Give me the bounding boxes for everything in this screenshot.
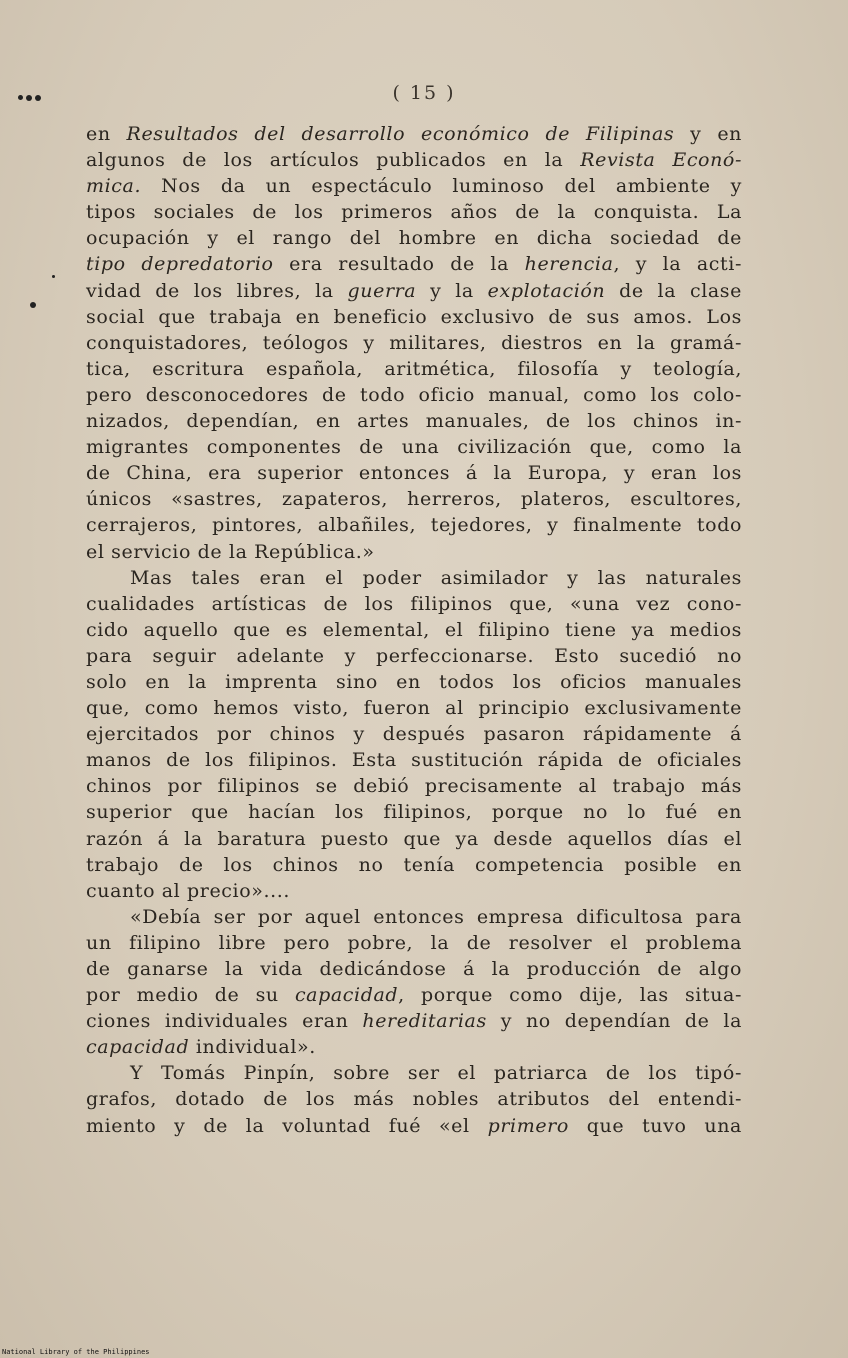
text-line: únicos «sastres, zapateros, herreros, plateros, escultores, (86, 488, 742, 511)
text-line: tica, escritura española, aritmética, filosofía y teología, (86, 357, 742, 380)
text-line: vidad de los libres, la guerra y la explotación de la clase (86, 279, 743, 302)
text-line: tipo depredatorio era resultado de la herencia, y la acti- (86, 253, 742, 276)
text-line: algunos de los artículos publicados en la Revista Econó- (86, 149, 742, 172)
text-line: pero desconocedores de todo oficio manual, como los colo- (86, 383, 742, 406)
text-line: que, como hemos visto, fueron al principio exclusivamente (86, 697, 742, 720)
text-line: cido aquello que es elemental, el filipino tiene ya medios (86, 618, 742, 641)
text-line: por medio de su capacidad, porque como dije, las situa- (86, 984, 742, 1007)
text-line: de China, era superior entonces á la Europa, y eran los (86, 462, 742, 485)
ink-speck (30, 302, 36, 308)
text-line: para seguir adelante y perfeccionarse. Esto sucedió no (86, 644, 742, 667)
text-line: Mas tales eran el poder asimilador y las naturales (130, 566, 742, 589)
text-line: miento y de la voluntad fué «el primero que tuvo una (86, 1114, 742, 1137)
text-line: solo en la imprenta sino en todos los oficios manuales (86, 670, 742, 693)
text-line: Y Tomás Pinpín, sobre ser el patriarca de los tipó- (130, 1062, 742, 1085)
text-line: de ganarse la vida dedicándose á la producción de algo (86, 958, 742, 980)
text-line: mica. Nos da un espectáculo luminoso del ambiente y (86, 175, 742, 198)
text-line: social que trabaja en beneficio exclusivo de sus amos. Los (86, 305, 742, 328)
text-line: migrantes componentes de una civilización que, como la (86, 436, 742, 459)
text-line: nizados, dependían, en artes manuales, de los chinos in- (86, 410, 742, 433)
text-line: superior que hacían los filipinos, porque no lo fué en (86, 801, 742, 824)
text-line: ejercitados por chinos y después pasaron rápidamente á (86, 723, 742, 746)
text-line: capacidad individual». (86, 1036, 316, 1059)
text-line: razón á la baratura puesto que ya desde aquellos días el (86, 827, 742, 850)
page-number: ( 15 ) (392, 82, 456, 104)
text-line: trabajo de los chinos no tenía competencia posible en (86, 853, 742, 876)
text-line: chinos por filipinos se debió precisamente al trabajo más (86, 775, 742, 798)
text-line: cerrajeros, pintores, albañiles, tejedores, y finalmente todo (86, 514, 742, 537)
text-line: manos de los filipinos. Esta sustitución rápida de oficiales (86, 749, 742, 772)
text-line: el servicio de la República.» (86, 540, 375, 563)
body-text (86, 121, 742, 1139)
text-line: «Debía ser por aquel entonces empresa dificultosa para (130, 905, 742, 928)
text-line: un filipino libre pero pobre, la de resolver el problema (86, 931, 742, 954)
text-line: cuanto al precio».... (86, 879, 291, 902)
text-line: ciones individuales eran hereditarias y no dependían de la (86, 1010, 743, 1033)
text-line: tipos sociales de los primeros años de la conquista. La (86, 201, 742, 224)
ink-speck (52, 275, 55, 278)
text-line: en Resultados del desarrollo económico de Filipinas y en (86, 123, 743, 145)
text-line: conquistadores, teólogos y militares, diestros en la gramá- (86, 331, 742, 354)
text-line: grafos, dotado de los más nobles atributos del entendi- (86, 1088, 742, 1111)
text-line: ocupación y el rango del hombre en dicha sociedad de (86, 227, 742, 250)
text-line: cualidades artísticas de los filipinos que, «una vez cono- (86, 592, 742, 615)
library-footer: National Library of the Philippines (2, 1348, 150, 1356)
